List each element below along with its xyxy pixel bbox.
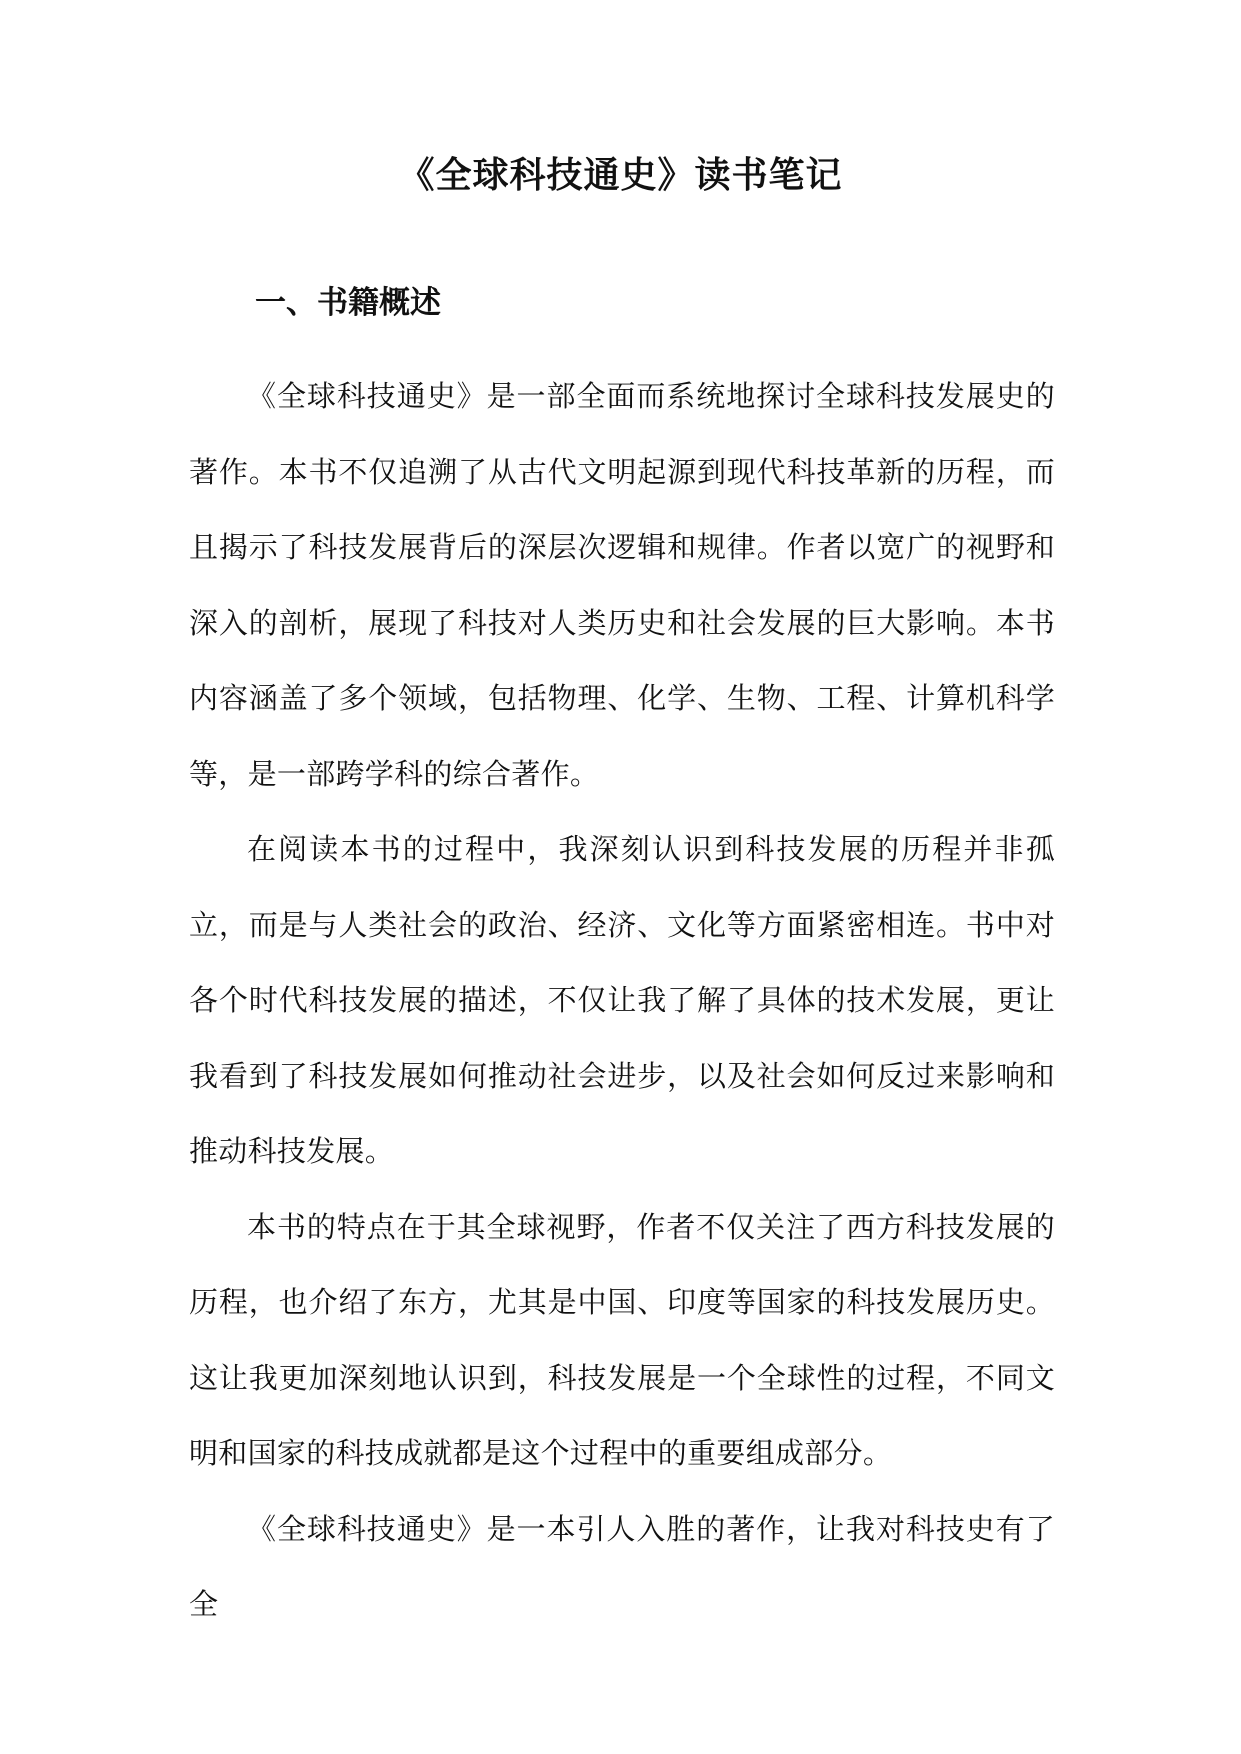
paragraph: 《全球科技通史》是一部全面而系统地探讨全球科技发展史的著作。本书不仅追溯了从古代文明起源到现代科技革新的历程，而且揭示了科技发展背后的深层次逻辑和规律。作者以宽广的视野和深入的剖析，展现了科技对人类历史和社会发展的巨大影响。本书内容涵盖了多个领域，包括物理、化学、生物、工程、计算机科学等，是一部跨学科的综合著作。: [189, 379, 1055, 791]
body-text: [189, 359, 1055, 1643]
paragraph: 在阅读本书的过程中，我深刻认识到科技发展的历程并非孤立，而是与人类社会的政治、经济、文化等方面紧密相连。书中对各个时代科技发展的描述，不仅让我了解了具体的技术发展，更让我看到了科技发展如何推动社会进步，以及社会如何反过来影响和推动科技发展。: [189, 832, 1055, 1168]
document-title: 《全球科技通史》读书笔记: [398, 155, 843, 196]
paragraph: 本书的特点在于其全球视野，作者不仅关注了西方科技发展的历程，也介绍了东方，尤其是中国、印度等国家的科技发展历史。这让我更加深刻地认识到，科技发展是一个全球性的过程，不同文明和国家的科技成就都是这个过程中的重要组成部分。: [189, 1209, 1055, 1470]
paragraph: 《全球科技通史》是一本引人入胜的著作，让我对科技史有了全: [189, 1511, 1055, 1621]
section-heading: 一、书籍概述: [255, 285, 441, 321]
